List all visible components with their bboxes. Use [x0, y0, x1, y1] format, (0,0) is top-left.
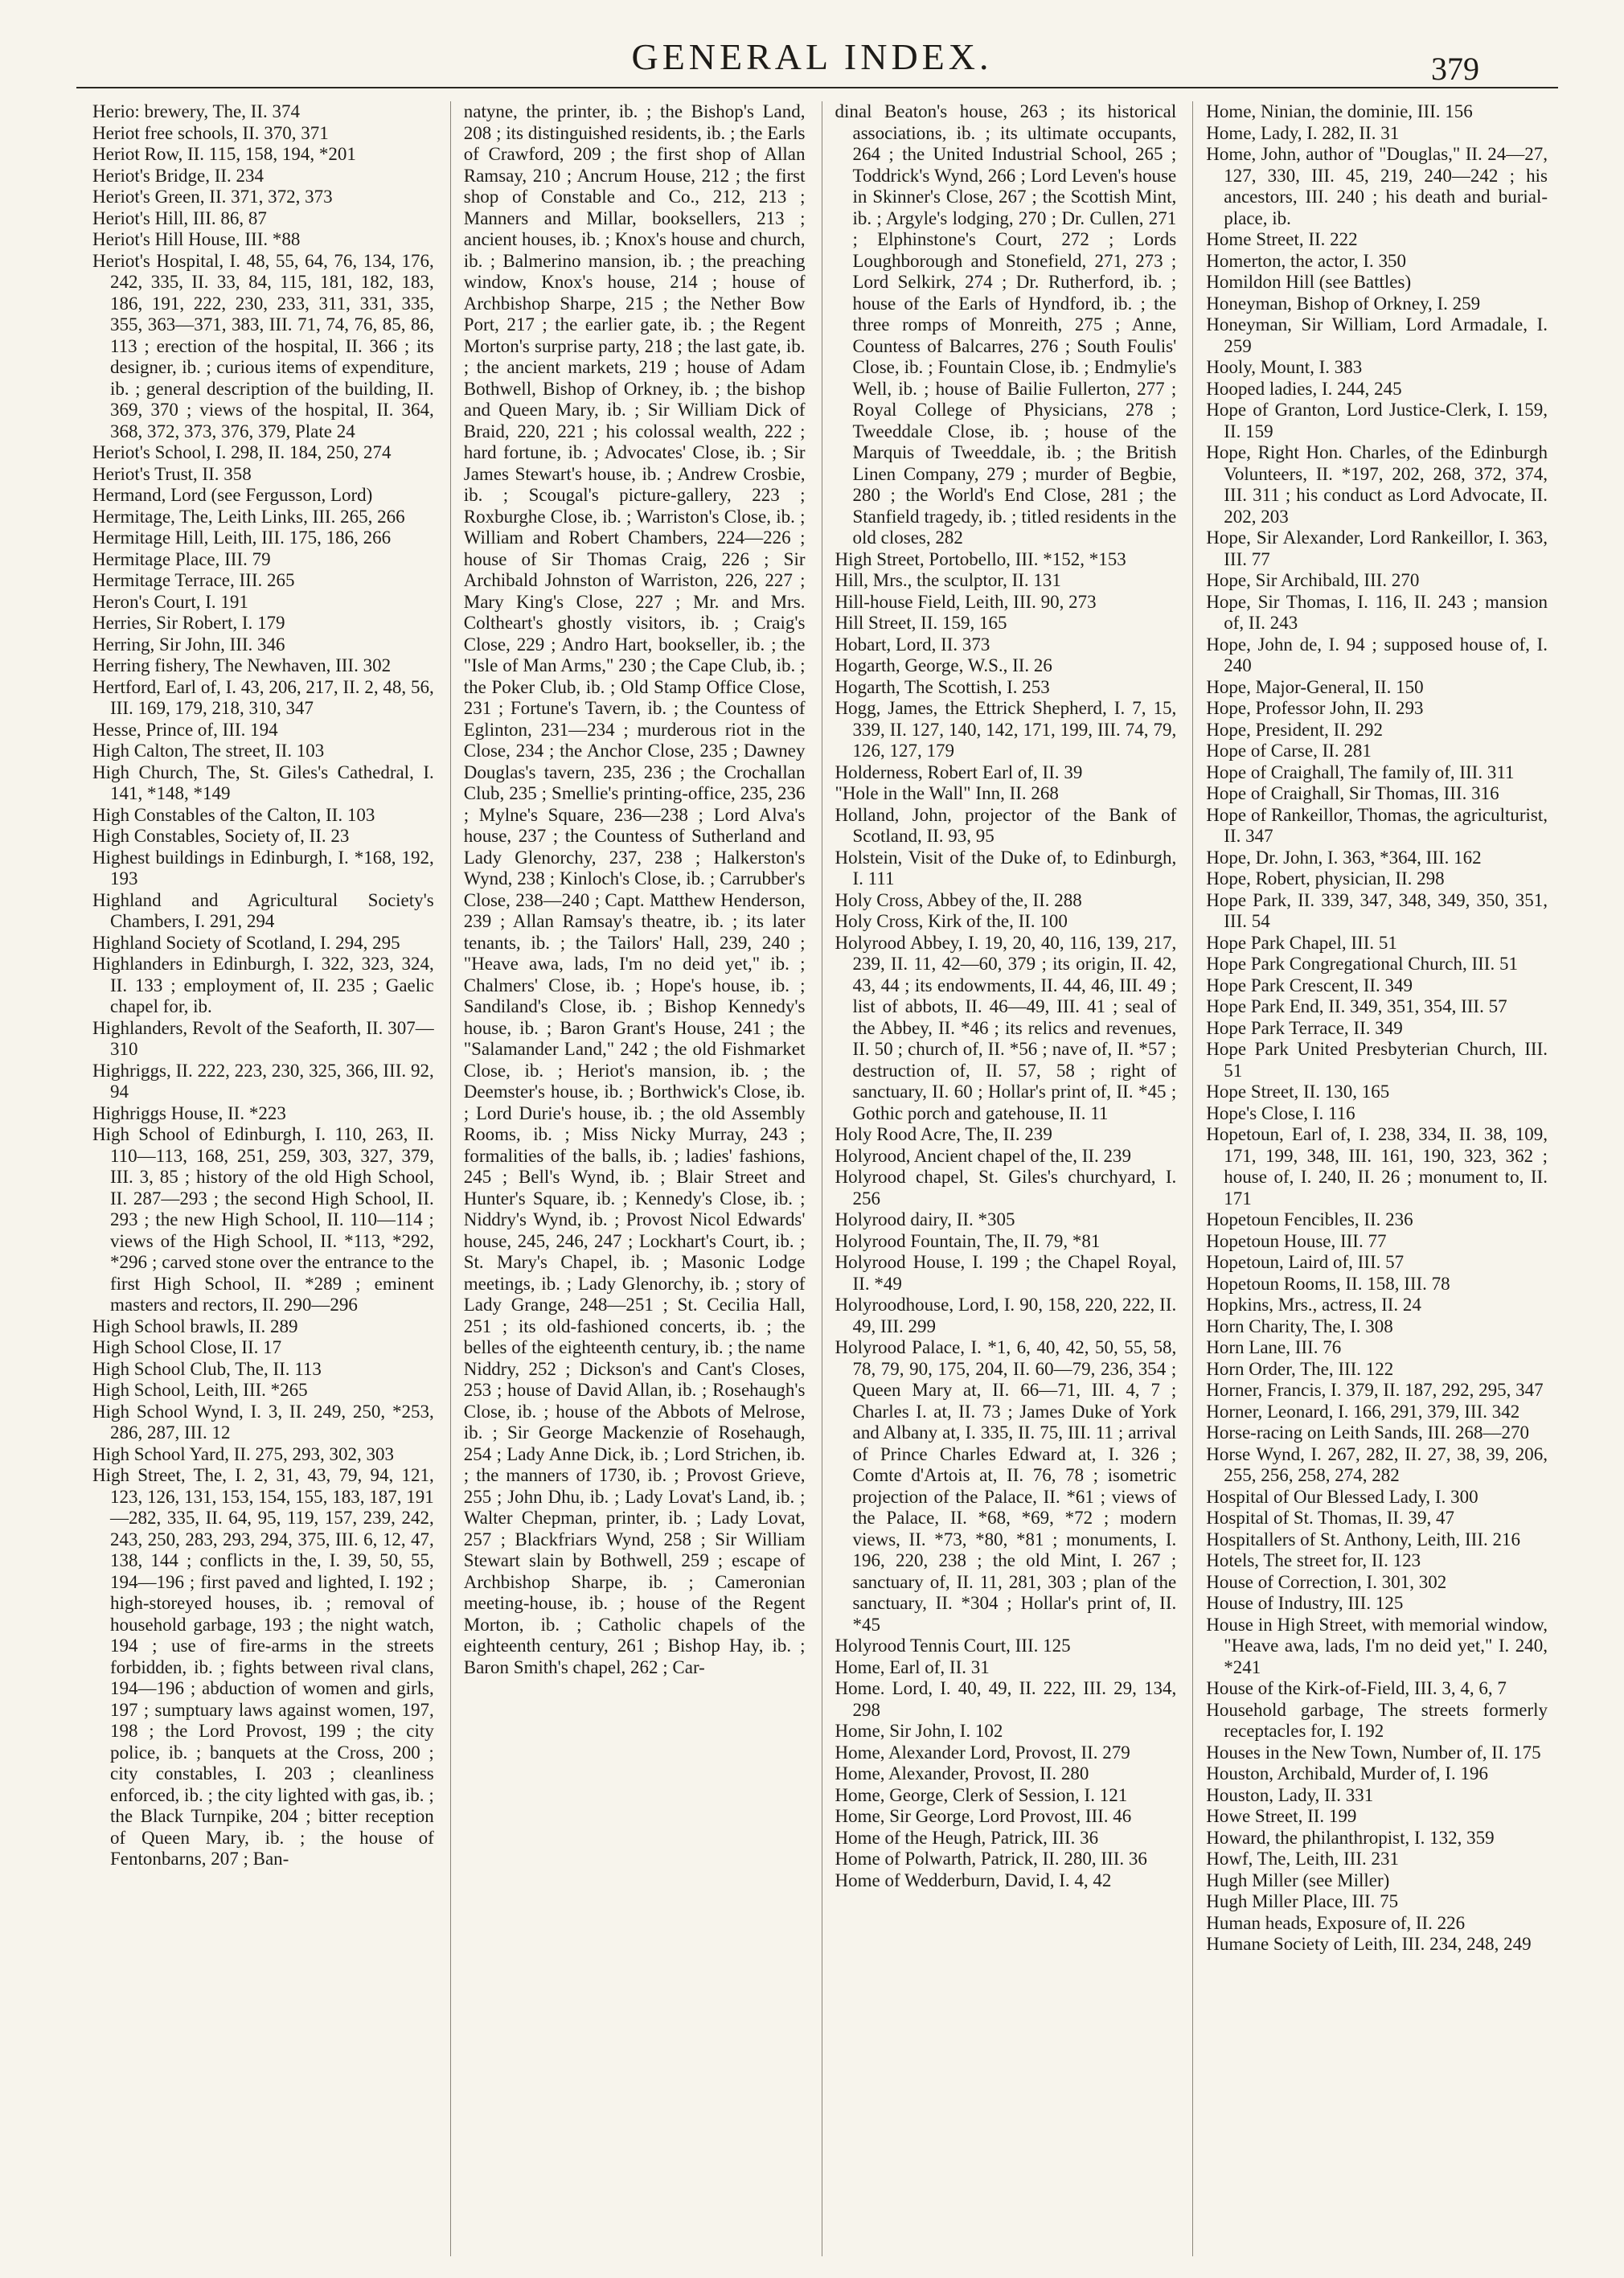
index-entry: Homerton, the actor, I. 350 — [1206, 250, 1407, 271]
index-entry: Hope Park Chapel, III. 51 — [1206, 932, 1397, 953]
index-entry: Home, John, author of "Douglas," II. 24—27, 127, 330, III. 45, 219, 240—242 ; his ancestors, III. 240 ; his death and burial-place, ib. — [1206, 144, 1548, 228]
index-entry: Horner, Leonard, I. 166, 291, 379, III. 342 — [1206, 1401, 1520, 1422]
index-entry: Home, Lady, I. 282, II. 31 — [1206, 122, 1400, 143]
index-entry: Hugh Miller (see Miller) — [1206, 1870, 1390, 1890]
index-entry: Holyrood Palace, I. *1, 6, 40, 42, 50, 55, 58, 78, 79, 90, 175, 204, II. 60—79, 236, 354 ; Queen Mary at, II. 66—71, III. 4, 7 ; Charles I. at, II. 73 ; James Duke of York and Albany at, I. 335, II. 75, III. 11 ; arrival of Prince Charles Edward at, I. 326 ; Comte d'Artois at, II. 76, 78 ; isometric projection of the Palace, II. *61 ; views of the Palace, II. *68, *69, *72 ; modern views, II. *73, *80, *81 ; monuments, I. 196, 220, 238 ; the old Mint, I. 267 ; sanctuary of, II. 11, 281, 303 ; plan of the sanctuary, II. *304 ; Hollar's print of, II. *45 — [835, 1337, 1177, 1635]
index-entry: Holyrood dairy, II. *305 — [835, 1209, 1015, 1229]
index-column-4 — [1192, 101, 1548, 2256]
index-entry: Home Street, II. 222 — [1206, 229, 1358, 249]
index-entry: Howard, the philanthropist, I. 132, 359 — [1206, 1827, 1495, 1848]
index-entry: Highriggs House, II. *223 — [92, 1102, 286, 1123]
index-entry: Hope, Sir Alexander, Lord Rankeillor, I. 363, III. 77 — [1206, 527, 1548, 569]
index-entry: Holy Rood Acre, The, II. 239 — [835, 1124, 1052, 1144]
index-entry: Hope Park Crescent, II. 349 — [1206, 975, 1413, 995]
index-entry: Horse-racing on Leith Sands, III. 268—270 — [1206, 1422, 1530, 1443]
index-entry: Human heads, Exposure of, II. 226 — [1206, 1912, 1466, 1933]
index-entry: Hope of Craighall, Sir Thomas, III. 316 — [1206, 783, 1499, 803]
index-entry: Horn Charity, The, I. 308 — [1206, 1315, 1393, 1336]
index-entry: Highriggs, II. 222, 223, 230, 325, 366, III. 92, 94 — [92, 1060, 434, 1102]
index-entry: Hope Street, II. 130, 165 — [1206, 1082, 1390, 1102]
index-entry: Heriot's Hospital, I. 48, 55, 64, 76, 134, 176, 242, 335, II. 33, 84, 115, 181, 182, 183, 186, 191, 222, 230, 233, 311, 331, 335, 355, 363—371, 383, III. 71, 74, 76, 85, 86, 113 ; erection of the hospital, II. 366 ; its designer, ib. ; curious items of expenditure, ib. ; general description of the building, II. 369, 370 ; views of the hospital, II. 364, 368, 372, 373, 376, 379, Plate 24 — [92, 250, 434, 441]
index-entry: Hopetoun, Earl of, I. 238, 334, II. 38, 109, 171, 199, 348, III. 161, 190, 323, 362 ; house of, I. 240, II. 26 ; monument to, II. 171 — [1206, 1124, 1548, 1209]
index-entry: House of Correction, I. 301, 302 — [1206, 1571, 1447, 1592]
index-entry: Hospitallers of St. Anthony, Leith, III. 216 — [1206, 1529, 1520, 1549]
index-entry: Holy Cross, Kirk of the, II. 100 — [835, 911, 1068, 931]
index-entry: Howe Street, II. 199 — [1206, 1806, 1357, 1826]
index-entry: High Street, Portobello, III. *152, *153 — [835, 548, 1126, 569]
index-entry: Horse Wynd, I. 267, 282, II. 27, 38, 39, 206, 255, 256, 258, 274, 282 — [1206, 1443, 1548, 1485]
index-entry: Highlanders in Edinburgh, I. 322, 323, 324, II. 133 ; employment of, II. 235 ; Gaelic chapel for, ib. — [92, 954, 434, 1016]
index-entry: Heron's Court, I. 191 — [92, 591, 248, 612]
page-title: GENERAL INDEX. — [631, 36, 993, 77]
index-entry: Highest buildings in Edinburgh, I. *168, 192, 193 — [92, 847, 434, 889]
index-entry: Home, Sir John, I. 102 — [835, 1721, 1003, 1741]
index-entry: Hooly, Mount, I. 383 — [1206, 357, 1363, 377]
header-rule — [76, 87, 1558, 88]
index-entry: Heriot's Green, II. 371, 372, 373 — [92, 187, 333, 207]
index-entry: Hope of Rankeillor, Thomas, the agriculturist, II. 347 — [1206, 804, 1548, 846]
index-entry: Hospital of Our Blessed Lady, I. 300 — [1206, 1486, 1478, 1507]
index-entry: Hogarth, George, W.S., II. 26 — [835, 655, 1052, 675]
index-entry: Humane Society of Leith, III. 234, 248, 249 — [1206, 1934, 1532, 1954]
index-entry: High Street, The, I. 2, 31, 43, 79, 94, 121, 123, 126, 131, 153, 154, 155, 183, 187, 191—282, 335, II. 64, 95, 119, 157, 239, 242, 243, 250, 283, 293, 294, 375, III. 6, 12, 47, 138, 144 ; conflicts in the, I. 39, 50, 55, 194—196 ; first paved and lighted, I. 192 ; high-storeyed houses, ib. ; removal of household garbage, 193 ; the night watch, 194 ; use of fire-arms in the streets forbidden, ib. ; fights between rival clans, 194—196 ; abduction of women and girls, 197 ; sumptuary laws against women, 197, 198 ; the Lord Provost, 199 ; the city police, ib. ; banquets at the Cross, 200 ; city constables, I. 203 ; cleanliness enforced, ib. ; the city lighted with gas, ib. ; the Black Turnpike, 204 ; bitter reception of Queen Mary, ib. ; the house of Fentonbarns, 207 ; Ban- — [92, 1465, 434, 1869]
index-entry: Holyrood Tennis Court, III. 125 — [835, 1636, 1071, 1656]
index-entry: Hertford, Earl of, I. 43, 206, 217, II. 2, 48, 56, III. 169, 179, 218, 310, 347 — [92, 676, 434, 718]
index-entry: Home, Alexander Lord, Provost, II. 279 — [835, 1742, 1130, 1763]
index-entry: Hope, Major-General, II. 150 — [1206, 676, 1424, 697]
index-entry: dinal Beaton's house, 263 ; its historical associations, ib. ; its ultimate occupants, 264 ; the United Industrial School, 265 ; Toddrick's Wynd, 266 ; Lord Leven's house in Skinner's Close, 267 ; the Scottish Mint, ib. ; Argyle's lodging, 270 ; Dr. Cullen, 271 ; Elphinstone's Court, 272 ; Lords Loughborough and Stonefield, 271, 273 ; Lord Selkirk, 274 ; Dr. Rutherford, ib. ; house of the Earls of Hyndford, ib. ; the three romps of Monreith, 275 ; Anne, Countess of Balcarres, 276 ; South Foulis' Close, ib. ; Fountain Close, ib. ; Endmylie's Well, ib. ; house of Bailie Fullerton, 277 ; Royal College of Physicians, 278 ; Tweeddale Close, ib. ; house of the Marquis of Tweeddale, ib. ; the British Linen Company, 279 ; murder of Begbie, 280 ; the World's End Close, 281 ; the Stanfield tragedy, ib. ; titled residents in the old closes, 282 — [835, 101, 1177, 548]
index-entry: High Constables, Society of, II. 23 — [92, 826, 350, 846]
index-entry: Houston, Lady, II. 331 — [1206, 1784, 1374, 1805]
index-entry: Home, Alexander, Provost, II. 280 — [835, 1763, 1089, 1783]
index-entry: Hopetoun, Laird of, III. 57 — [1206, 1252, 1405, 1272]
index-entry: Howf, The, Leith, III. 231 — [1206, 1849, 1399, 1869]
index-entry: Hermitage Hill, Leith, III. 175, 186, 266 — [92, 527, 392, 548]
index-entry: Heriot's Trust, II. 358 — [92, 463, 252, 484]
index-entry: High Church, The, St. Giles's Cathedral, I. 141, *148, *149 — [92, 761, 434, 803]
index-entry: Hopetoun House, III. 77 — [1206, 1230, 1387, 1251]
index-entry: Horn Order, The, III. 122 — [1206, 1358, 1394, 1379]
index-entry: Holland, John, projector of the Bank of Scotland, II. 93, 95 — [835, 804, 1177, 846]
index-entry: Holyrood, Ancient chapel of the, II. 239 — [835, 1145, 1132, 1166]
index-entry: Home of the Heugh, Patrick, III. 36 — [835, 1827, 1099, 1848]
index-entry: Holstein, Visit of the Duke of, to Edinburgh, I. 111 — [835, 847, 1177, 889]
index-entry: Holyrood chapel, St. Giles's churchyard, I. 256 — [835, 1167, 1177, 1209]
index-entry: High School, Leith, III. *265 — [92, 1380, 308, 1400]
index-entry: Herio: brewery, The, II. 374 — [92, 101, 301, 121]
index-entry: Home of Polwarth, Patrick, II. 280, III. 36 — [835, 1849, 1147, 1869]
index-entry: Home, Earl of, II. 31 — [835, 1656, 990, 1677]
index-entry: Hope of Carse, II. 281 — [1206, 741, 1372, 761]
index-entry: Hope of Craighall, The family of, III. 311 — [1206, 761, 1515, 782]
index-entry: Horn Lane, III. 76 — [1206, 1337, 1342, 1357]
index-entry: Heriot free schools, II. 370, 371 — [92, 122, 329, 143]
index-entry: High School Wynd, I. 3, II. 249, 250, *253, 286, 287, III. 12 — [92, 1401, 434, 1443]
index-entry: Home of Wedderburn, David, I. 4, 42 — [835, 1870, 1112, 1890]
index-entry: Hill, Mrs., the sculptor, II. 131 — [835, 570, 1061, 590]
index-entry: Household garbage, The streets formerly receptacles for, I. 192 — [1206, 1699, 1548, 1741]
index-entry: Houses in the New Town, Number of, II. 175 — [1206, 1742, 1541, 1763]
index-entry: Hopkins, Mrs., actress, II. 24 — [1206, 1295, 1421, 1315]
index-entry: "Hole in the Wall" Inn, II. 268 — [835, 783, 1059, 803]
index-entry: Hugh Miller Place, III. 75 — [1206, 1891, 1399, 1911]
index-column-3 — [822, 101, 1177, 2256]
index-entry: House of the Kirk-of-Field, III. 3, 4, 6, 7 — [1206, 1678, 1507, 1698]
index-entry: Hope, John de, I. 94 ; supposed house of, I. 240 — [1206, 634, 1548, 675]
index-entry: Hope Park United Presbyterian Church, III. 51 — [1206, 1039, 1548, 1081]
index-entry: Herries, Sir Robert, I. 179 — [92, 613, 285, 633]
page-number: 379 — [1431, 51, 1479, 87]
index-entry: Hope, Dr. John, I. 363, *364, III. 162 — [1206, 847, 1482, 868]
index-entry: Highlanders, Revolt of the Seaforth, II. 307—310 — [92, 1017, 434, 1059]
index-entry: Heriot's School, I. 298, II. 184, 250, 274 — [92, 442, 392, 462]
index-entry: Hope, Sir Archibald, III. 270 — [1206, 570, 1420, 590]
index-entry: Holyrood Fountain, The, II. 79, *81 — [835, 1230, 1101, 1251]
index-entry: Homildon Hill (see Battles) — [1206, 272, 1412, 292]
index-entry: High Constables of the Calton, II. 103 — [92, 804, 375, 825]
index-column-2 — [450, 101, 806, 2256]
index-entry: House in High Street, with memorial window, "Heave awa, lads, I'm no deid yet," I. 240, *241 — [1206, 1614, 1548, 1677]
index-entry: Hope, President, II. 292 — [1206, 719, 1383, 740]
index-entry: Hope Park End, II. 349, 351, 354, III. 57 — [1206, 996, 1507, 1016]
index-entry: Hope of Granton, Lord Justice-Clerk, I. 159, II. 159 — [1206, 400, 1548, 441]
index-entry: Hermand, Lord (see Fergusson, Lord) — [92, 485, 373, 505]
index-entry: Honeyman, Sir William, Lord Armadale, I. 259 — [1206, 314, 1548, 356]
index-entry: High Calton, The street, II. 103 — [92, 741, 325, 761]
index-entry: Hopetoun Fencibles, II. 236 — [1206, 1209, 1413, 1229]
index-entry: Houston, Archibald, Murder of, I. 196 — [1206, 1763, 1488, 1783]
index-entry: Hermitage, The, Leith Links, III. 265, 266 — [92, 506, 405, 527]
index-entry: Home. Lord, I. 40, 49, II. 222, III. 29, 134, 298 — [835, 1678, 1177, 1720]
index-column-1 — [92, 101, 434, 2256]
index-entry: Holy Cross, Abbey of the, II. 288 — [835, 889, 1082, 910]
index-columns — [92, 101, 1548, 2256]
index-entry: Holyroodhouse, Lord, I. 90, 158, 220, 222, II. 49, III. 299 — [835, 1295, 1177, 1336]
index-entry: Hesse, Prince of, III. 194 — [92, 719, 278, 740]
index-entry: Hobart, Lord, II. 373 — [835, 634, 990, 655]
index-entry: natyne, the printer, ib. ; the Bishop's Land, 208 ; its distinguished residents, ib. ; the Earls of Crawford, 209 ; the first shop of Allan Ramsay, 210 ; Ancrum House, 212 ; the first shop of Constable and Co., 212, 213 ; Manners and Millar, booksellers, 213 ; ancient houses, ib. ; Knox's house and church, ib. ; Balmerino mansion, ib. ; the preaching window, Knox's house, 214 ; house of Archbishop Sharpe, 215 ; the Nether Bow Port, 217 ; the earlier gate, ib. ; the Regent Morton's surprise party, 218 ; the last gate, ib. ; the ancient markets, 219 ; house of Adam Bothwell, Bishop of Orkney, ib. ; the bishop and Queen Mary, ib. ; Sir William Dick of Braid, 220, 221 ; his colossal wealth, 222 ; hard fortune, ib. ; Advocates' Close, ib. ; Sir James Stewart's house, ib. ; Andrew Crosbie, ib. ; Scougal's picture-gallery, 223 ; Roxburghe Close, ib. ; Warriston's Close, ib. ; William and Robert Chambers, 224—226 ; house of Sir Thomas Craig, 226 ; Sir Archibald Johnston of Warriston, 226, 227 ; Mary King's Close, 227 ; Mr. and Mrs. Coltheart's ghostly visitors, ib. ; Craig's Close, 229 ; Andro Hart, bookseller, ib. ; the "Isle of Man Arms," 230 ; the Cape Club, ib. ; the Poker Club, ib. ; Old Stamp Office Close, 231 ; Fortune's Tavern, ib. ; the Countess of Eglinton, 231—234 ; murderous riot in the Close, 234 ; the Anchor Close, 235 ; Dawney Douglas's tavern, 235, 236 ; the Crochallan Club, 235 ; Smellie's printing-office, 235, 236 ; Mylne's Square, 236—238 ; Lord Alva's house, 237 ; the Countess of Sutherland and Lady Glenorchy, 237, 238 ; Halkerston's Wynd, 238 ; Kinloch's Close, ib. ; Carrubber's Close, 238—240 ; Capt. Matthew Henderson, 239 ; Allan Ramsay's theatre, ib. ; its later tenants, ib. ; the Tailors' Hall, 239, 240 ; "Heave awa, lads, I'm no deid yet," ib. ; Chalmers' Close, ib. ; Hope's house, ib. ; Sandiland's Close, ib. ; Bishop Kennedy's house, ib. ; Baron Grant's House, 241 ; the "Salamander Land," 242 ; the old Fishmarket Close, ib. ; Heriot's mansion, ib. ; the Deemster's house, ib. ; Borthwick's Close, ib. ; Lord Durie's house, ib. ; the old Assembly Rooms, ib. ; Miss Nicky Murray, 243 ; formalities of the balls, ib. ; ladies' fashions, 245 ; Bell's Wynd, ib. ; Blair Street and Hunter's Square, ib. ; Kennedy's Close, ib. ; Niddry's Wynd, ib. ; Provost Nicol Edwards' house, 245, 246, 247 ; Lockhart's Court, ib. ; St. Mary's Chapel, ib. ; Masonic Lodge meetings, ib. ; Lady Glenorchy, ib. ; story of Lady Grange, 248—251 ; St. Cecilia Hall, 251 ; its old-fashioned concerts, ib. ; the belles of the eighteenth century, ib. ; the name Niddry, 252 ; Dickson's and Cant's Closes, 253 ; house of David Allan, ib. ; Rosehaugh's Close, ib. ; house of the Abbots of Melrose, ib. ; Sir George Mackenzie of Rosehaugh, 254 ; Lady Anne Dick, ib. ; Lord Strichen, ib. ; the manners of 1730, ib. ; Provost Grieve, 255 ; John Dhu, ib. ; Lady Lovat's Land, ib. ; Walter Chepman, printer, ib. ; Lady Lovat, 257 ; Blackfriars Wynd, 258 ; Sir William Stewart slain by Bothwell, 259 ; escape of Archbishop Sharpe, ib. ; Cameronian meeting-house, ib. ; house of the Regent Morton, ib. ; Catholic chapels of the eighteenth century, 261 ; Bishop Hay, ib. ; Baron Smith's chapel, 262 ; Car- — [463, 101, 806, 1677]
index-entry: Hope Park Congregational Church, III. 51 — [1206, 954, 1518, 974]
index-entry: Highland Society of Scotland, I. 294, 295 — [92, 932, 400, 953]
index-entry: Heriot's Bridge, II. 234 — [92, 165, 265, 186]
index-entry: Hill-house Field, Leith, III. 90, 273 — [835, 591, 1097, 612]
index-entry: Herring, Sir John, III. 346 — [92, 634, 285, 655]
index-entry: Hopetoun Rooms, II. 158, III. 78 — [1206, 1273, 1450, 1294]
index-entry: Hope, Professor John, II. 293 — [1206, 698, 1424, 718]
index-entry: High School brawls, II. 289 — [92, 1315, 298, 1336]
index-entry: Hope's Close, I. 116 — [1206, 1102, 1355, 1123]
index-entry: Hogarth, The Scottish, I. 253 — [835, 676, 1050, 697]
index-entry: Hotels, The street for, II. 123 — [1206, 1550, 1421, 1570]
index-entry: Hope Park, II. 339, 347, 348, 349, 350, 351, III. 54 — [1206, 889, 1548, 931]
index-entry: Hope, Sir Thomas, I. 116, II. 243 ; mansion of, II. 243 — [1206, 591, 1548, 633]
index-entry: High School of Edinburgh, I. 110, 263, II. 110—113, 168, 251, 259, 303, 327, 379, III. 3, 85 ; history of the old High School, II. 287—293 ; the second High School, II. 293 ; the new High School, II. 110—114 ; views of the High School, II. *113, *292, *296 ; carved stone over the entrance to the first High School, II. *289 ; eminent masters and rectors, II. 290—296 — [92, 1124, 434, 1315]
index-entry: Highland and Agricultural Society's Chambers, I. 291, 294 — [92, 889, 434, 931]
index-entry: Hermitage Place, III. 79 — [92, 548, 271, 569]
index-entry: High School Close, II. 17 — [92, 1337, 282, 1357]
index-entry: Hermitage Terrace, III. 265 — [92, 570, 295, 590]
index-entry: Heriot's Hill House, III. *88 — [92, 229, 301, 249]
index-entry: Hogg, James, the Ettrick Shepherd, I. 7, 15, 339, II. 127, 140, 142, 171, 199, III. 74, 79, 126, 127, 179 — [835, 698, 1177, 761]
index-entry: Horner, Francis, I. 379, II. 187, 292, 295, 347 — [1206, 1380, 1544, 1400]
index-entry: Hope, Robert, physician, II. 298 — [1206, 868, 1445, 889]
index-entry: Holderness, Robert Earl of, II. 39 — [835, 761, 1083, 782]
index-entry: Hooped ladies, I. 244, 245 — [1206, 378, 1402, 399]
index-entry: High School Club, The, II. 113 — [92, 1358, 322, 1379]
index-entry: Holyrood Abbey, I. 19, 20, 40, 116, 139, 217, 239, II. 11, 42—60, 379 ; its origin, II. 42, 43, 44 ; its endowments, II. 44, 46, III. 49 ; list of abbots, II. 46—49, III. 41 ; seal of the Abbey, II. *46 ; its relics and revenues, II. 50 ; church of, II. *56 ; nave of, II. *57 ; destruction of, II. 57, 58 ; right of sanctuary, II. 60 ; Hollar's print of, II. *45 ; Gothic porch and gatehouse, II. 11 — [835, 932, 1177, 1123]
index-entry: Heriot's Hill, III. 86, 87 — [92, 207, 267, 228]
index-entry: House of Industry, III. 125 — [1206, 1593, 1404, 1613]
index-entry: High School Yard, II. 275, 293, 302, 303 — [92, 1443, 395, 1464]
index-entry: Hope, Right Hon. Charles, of the Edinburgh Volunteers, II. *197, 202, 268, 372, 374, III. 311 ; his conduct as Lord Advocate, II. 202, 203 — [1206, 442, 1548, 527]
index-entry: Herring fishery, The Newhaven, III. 302 — [92, 655, 392, 675]
index-entry: Hope Park Terrace, II. 349 — [1206, 1017, 1403, 1038]
index-entry: Honeyman, Bishop of Orkney, I. 259 — [1206, 293, 1481, 314]
index-entry: Holyrood House, I. 199 ; the Chapel Royal, II. *49 — [835, 1252, 1177, 1294]
index-entry: Hill Street, II. 159, 165 — [835, 613, 1007, 633]
index-entry: Hospital of St. Thomas, II. 39, 47 — [1206, 1508, 1455, 1528]
index-entry: Home, Sir George, Lord Provost, III. 46 — [835, 1806, 1132, 1826]
index-entry: Heriot Row, II. 115, 158, 194, *201 — [92, 144, 356, 164]
index-entry: Home, George, Clerk of Session, I. 121 — [835, 1784, 1128, 1805]
index-entry: Home, Ninian, the dominie, III. 156 — [1206, 101, 1473, 121]
